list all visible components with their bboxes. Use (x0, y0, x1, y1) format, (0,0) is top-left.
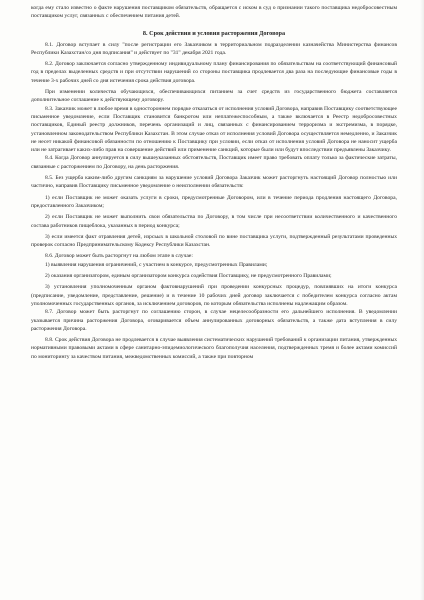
section-title: 8. Срок действия и условия расторжения Договора (142, 29, 286, 37)
clause-8-1: 8.1. Договор вступает в силу "после регистрации его Заказчиком в территориальном подразделении казначейства Министерства финансов Республики Казахстан/со дня подписания" и действует по "31" декабря 2021 года. (31, 41, 397, 56)
clause-8-6-item-3: 3) установления уполномоченным органом фактовнарушений при проведении конкурсных процедур, повлиявших на итоги конкурса (предписание, уведомление, представление, решение) и в течение 10 рабочих дней договор заключается с победителем конкурса согласно актам уполномоченных государственных органов, за исключением договоров, по которым обязательства исполнены надлежащим образом. (31, 284, 397, 307)
clause-8-4: 8.4. Когда Договор аннулируется в силу вышеуказанных обстоятельств, Поставщик имеет право требовать оплату только за фактические затраты, связанные с расторжением по Договору, на день расторжения. (31, 155, 397, 170)
clause-8-5-item-2: 2) если Поставщик не может выполнить свои обязательства по Договору, в том числе при несоответствии количественного и качественного состава работников пищеблока, указанных в период конкурса; (31, 214, 397, 229)
clause-8-2-note: При изменении количества обучающихся, обеспечивающихся питанием за счет средств из государственного бюджета составляется дополнительное соглашение к действующему договору. (31, 89, 397, 104)
clause-8-6-item-2: 2) оказания организатором, единым организатором конкурса содействия Поставщику, не предусмотренного Правилами; (45, 273, 332, 280)
clause-8-7: 8.7. Договор может быть расторгнут по соглашению сторон, в случае нецелесообразности его дальнейшего исполнения. В уведомлении указывается причина расторжения Договора, оговаривается объем аннулированных договорных обязательств, а также дата вступления в силу расторжения Договора. (31, 309, 397, 332)
clause-8-5-item-3: 3) если имеется факт отравления детей, изрсьых в школьной столовой по вине поставщика услуги, подтвержденный результатами проведенных проверок согласно Предпринимательскому Кодексу Республики Казахстан. (31, 233, 398, 249)
clause-8-3: 8.3. Заказчик может в любое время в одностороннем порядке отказаться от исполнения условий Договора, направив Поставщику соответствующее письменное уведомление, если Поставщик становится банкротом или неплатежеспособным, а также включается в Реестр недобросовестных поставщиков, Единый реестр должников, перечень организаций и лиц, связанных с финансированием терроризма и экстремизма, в порядке, установленном законодательством Республики Казахстан. В этом случае отказ от исполнения условий Договора осуществляется немедленно, и Заказчик не несет никакой финансовой обязанности по отношению к Поставщику при условии, если отказ от исполнения условий Договора не наносит ущерба или не затрагивает каких-либо прав на совершение действий или применение санкций, которые были или будут впоследствии предъявлены Заказчику. (31, 105, 398, 154)
intro-paragraph: когда ему стало известно о факте нарушения поставщиком обязательств, обращается с иском в суд о признании такого поставщика недобросовестным поставщиком услуг, связанных с обеспечением питания детей. (31, 5, 397, 20)
clause-8-8: 8.8. Срок действия Договора не продлевается в случае выявления систематических нарушений требований к организации питания, утвержденных нормативными правовыми актами в сфере санитарно-эпидемиологического благополучия населения, подтвержденных тремя и более актами комиссий по мониторингу за качеством питания, межведомственных комиссий, а также при повторном (31, 337, 398, 360)
clause-8-5-item-1: 1) если Поставщик не может оказать услуги в сроки, предусмотренные Договором, или в течение периода продления настоящего Договора, предоставленного Заказчиком; (31, 194, 397, 209)
page-edge-shadow (420, 0, 424, 600)
clause-8-6-item-1: 1) выявления нарушения ограничений, с участием в конкурсе, предусмотренных Правилами; (45, 261, 268, 268)
clause-8-6: 8.6. Договор может быть расторгнут на любом этапе в случае: (45, 253, 193, 260)
clause-8-5: 8.5. Без ущерба каким-либо другим санкциям за нарушение условий Договора Заказчик может расторгнуть настоящий Договор полностью или частично, направив Поставщику письменное уведомление о неисполнении обязательств: (31, 175, 397, 190)
clause-8-2: 8.2. Договор заключается согласно утвержденному индивидуальному плану финансирования по обязательствам на соответствующий финансовый год в пределах выделенных средств и при отсутствии нарушений со стороны поставщика продлевается два раза на последующие финансовые годы в течение 3-х рабочих дней со дня истечения срока действия договора. (31, 61, 397, 84)
